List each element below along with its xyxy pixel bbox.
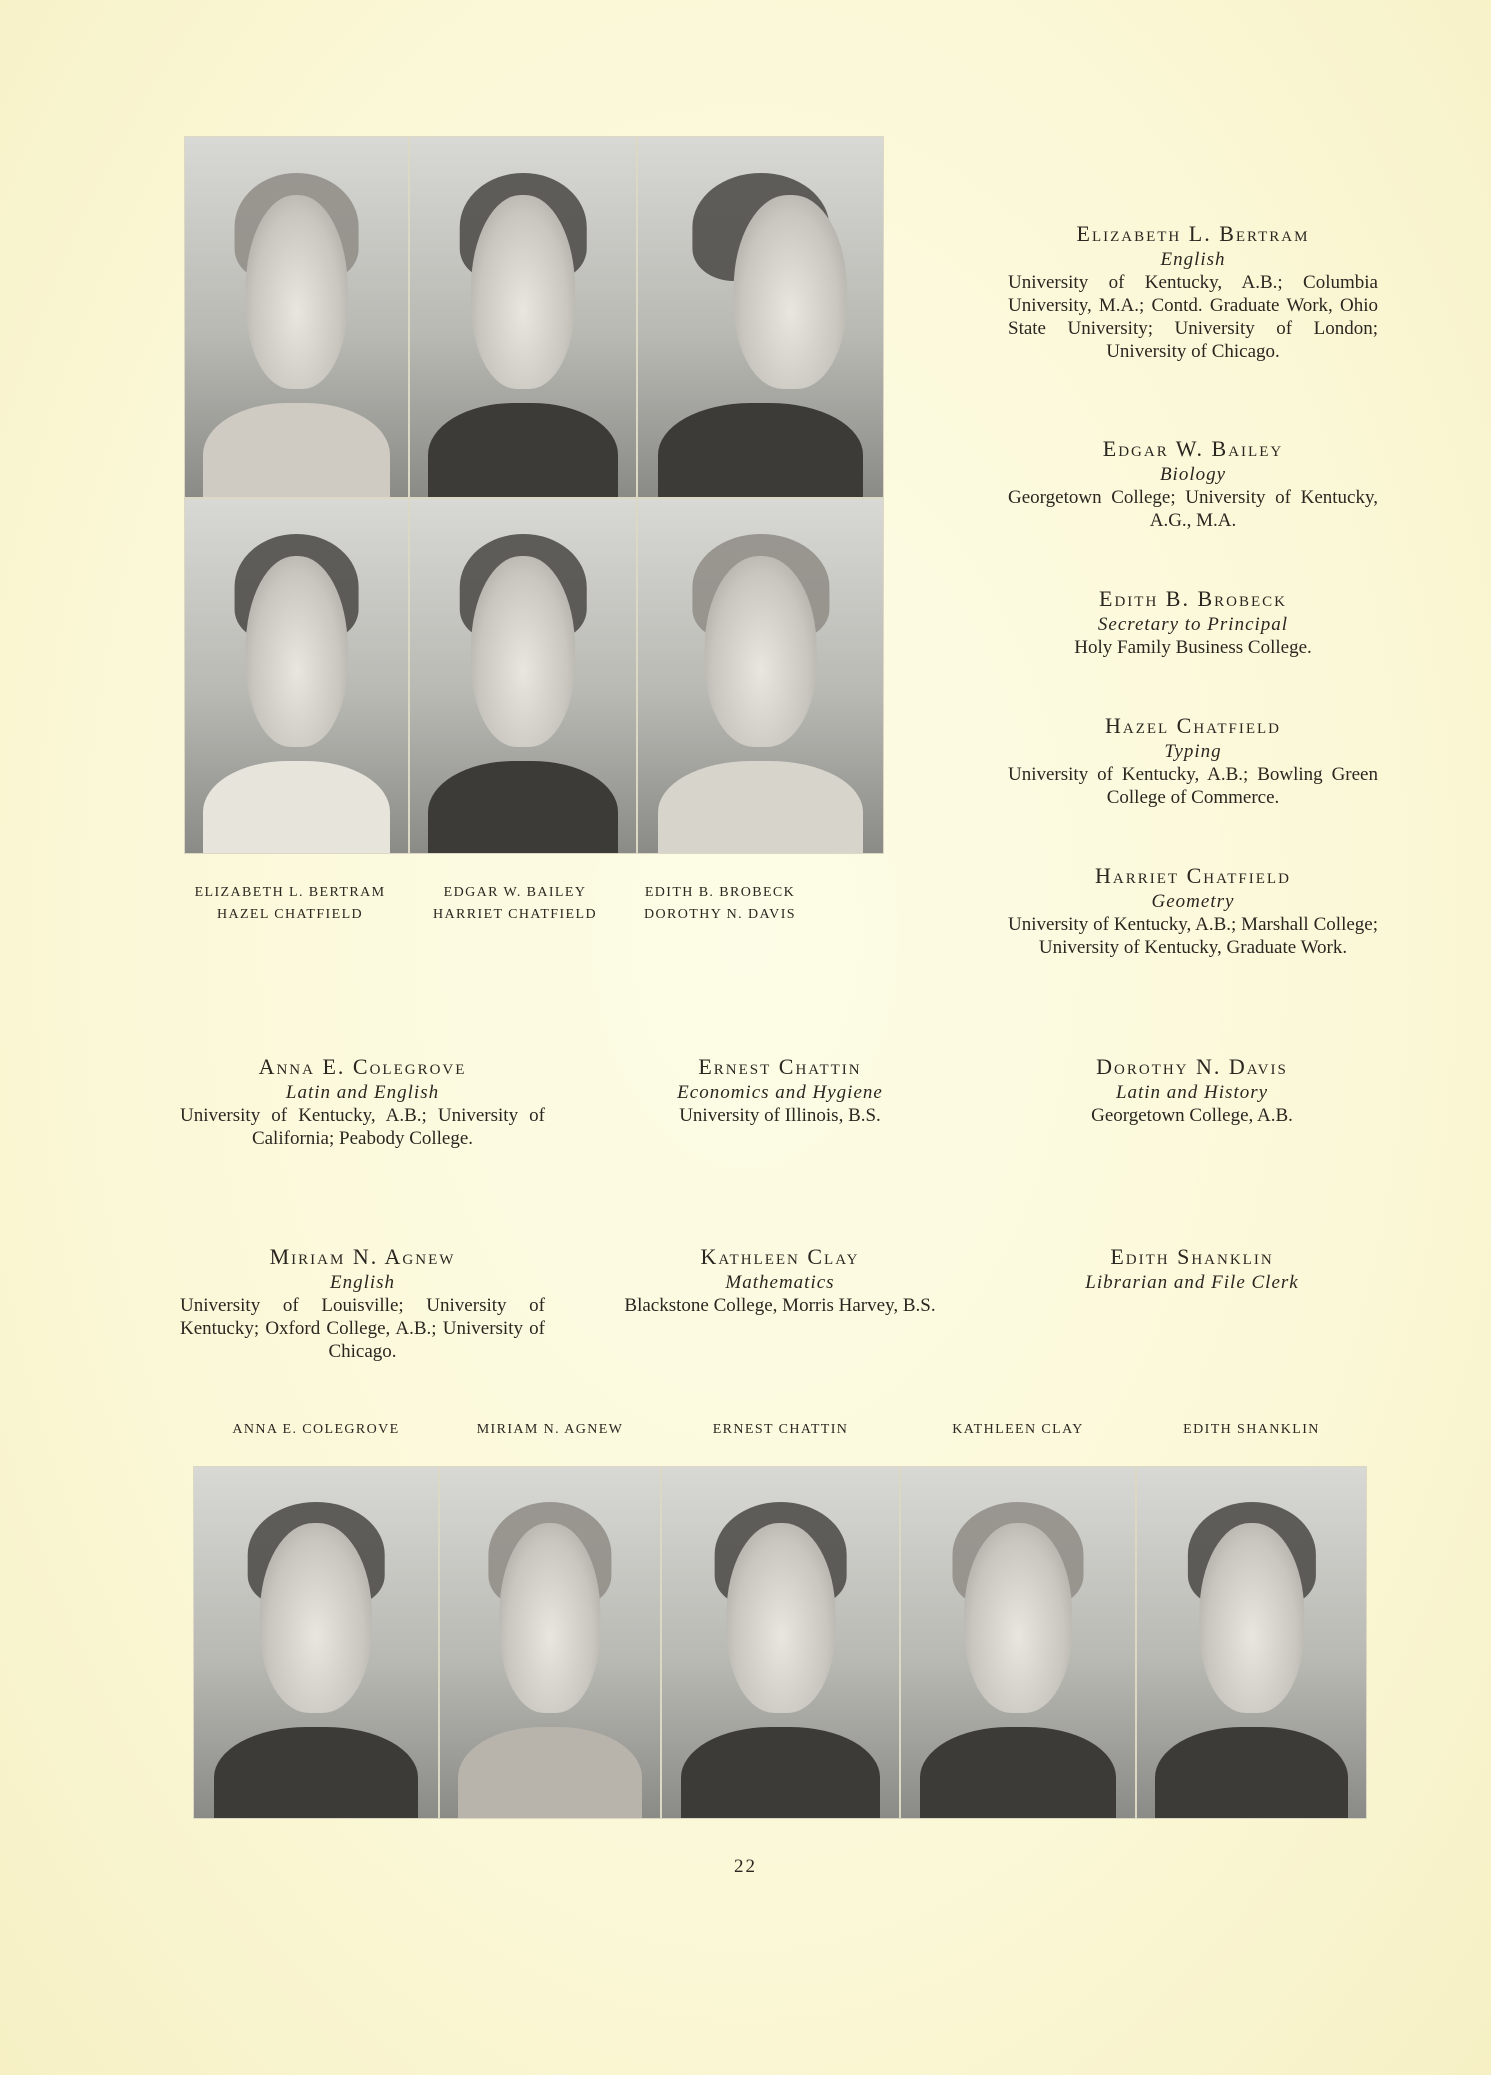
photo-caption: ELIZABETH L. BERTRAM	[194, 885, 386, 900]
portrait-photo-bertram	[184, 136, 409, 498]
bio-name: Elizabeth L. Bertram	[1076, 221, 1310, 246]
bio-education: Blackstone College, Morris Harvey, B.S.	[624, 1295, 936, 1316]
portrait-photo-shanklin	[1136, 1466, 1367, 1819]
bio-clay	[595, 1245, 965, 1317]
photo-caption: EDITH SHANKLIN	[1183, 1422, 1320, 1437]
bio-education: Georgetown College, A.B.	[1091, 1105, 1293, 1126]
bio-name: Kathleen Clay	[700, 1244, 860, 1269]
bio-bailey	[1008, 437, 1378, 532]
bio-brobeck	[1008, 587, 1378, 659]
bio-name: Harriet Chatfield	[1095, 863, 1291, 888]
bio-harriet-chatfield	[1008, 864, 1378, 959]
bio-agnew	[180, 1245, 545, 1363]
bio-subject: English	[1160, 249, 1226, 270]
photo-caption: EDITH B. BROBECK	[644, 885, 796, 900]
bio-subject: Librarian and File Clerk	[1085, 1272, 1299, 1293]
page-number: 22	[734, 1856, 757, 1877]
bio-name: Anna E. Colegrove	[258, 1054, 467, 1079]
bio-subject: Latin and English	[285, 1082, 440, 1103]
bio-education: University of Kentucky, A.B.; Columbia University, M.A.; Contd. Graduate Work, Ohio State University; University of London; University of Chicago.	[1008, 272, 1378, 362]
bio-education: University of Illinois, B.S.	[679, 1105, 881, 1126]
bio-name: Edgar W. Bailey	[1102, 436, 1284, 461]
portrait-photo-colegrove	[193, 1466, 439, 1819]
bottom-photo-captions	[193, 1422, 1367, 1438]
portrait-photo-chattin	[661, 1466, 900, 1819]
bio-subject: English	[329, 1272, 396, 1293]
photo-caption: ERNEST CHATTIN	[712, 1422, 849, 1437]
top-photo-captions	[170, 882, 796, 926]
bio-subject: Geometry	[1151, 891, 1235, 912]
bio-name: Hazel Chatfield	[1104, 713, 1282, 738]
portrait-photo-clay	[900, 1466, 1136, 1819]
photo-caption: EDGAR W. BAILEY	[443, 885, 587, 900]
bio-education: Holy Family Business College.	[1074, 637, 1312, 658]
bio-education: University of Kentucky, A.B.; Bowling Green College of Commerce.	[1008, 764, 1378, 808]
bio-name: Ernest Chattin	[698, 1054, 862, 1079]
portrait-photo-brobeck	[637, 136, 884, 498]
photo-caption: DOROTHY N. DAVIS	[644, 907, 796, 922]
bio-education: University of Kentucky, A.B.; University of California; Peabody College.	[180, 1105, 545, 1149]
portrait-photo-bailey	[409, 136, 637, 498]
bio-subject: Economics and Hygiene	[677, 1082, 883, 1103]
bio-shanklin	[1012, 1245, 1372, 1294]
portrait-photo-agnew	[439, 1466, 661, 1819]
bio-subject: Secretary to Principal	[1097, 614, 1289, 635]
photo-caption: HARRIET CHATFIELD	[433, 907, 597, 922]
bio-name: Edith B. Brobeck	[1099, 586, 1287, 611]
portrait-photo-hazel-chatfield	[184, 498, 409, 854]
bio-colegrove	[180, 1055, 545, 1150]
bio-subject: Biology	[1159, 464, 1227, 485]
bio-subject: Mathematics	[725, 1272, 835, 1293]
photo-caption: MIRIAM N. AGNEW	[476, 1422, 624, 1437]
photo-caption: HAZEL CHATFIELD	[216, 907, 364, 922]
bio-chattin	[595, 1055, 965, 1127]
bio-name: Miriam N. Agnew	[269, 1244, 456, 1269]
top-photo-grid	[184, 136, 884, 854]
photo-caption: ANNA E. COLEGROVE	[232, 1422, 400, 1437]
bio-hazel-chatfield	[1008, 714, 1378, 809]
bio-davis	[1012, 1055, 1372, 1127]
portrait-photo-davis	[637, 498, 884, 854]
bio-education: University of Kentucky, A.B.; Marshall College; University of Kentucky, Graduate Work.	[1008, 914, 1378, 958]
bio-education: Georgetown College; University of Kentucky, A.G., M.A.	[1008, 487, 1378, 531]
photo-caption: KATHLEEN CLAY	[952, 1422, 1084, 1437]
portrait-photo-harriet-chatfield	[409, 498, 637, 854]
bottom-photo-grid	[193, 1466, 1367, 1819]
bio-name: Dorothy N. Davis	[1096, 1054, 1288, 1079]
bio-education: University of Louisville; University of Kentucky; Oxford College, A.B.; University of Chicago.	[180, 1295, 545, 1362]
bio-subject: Typing	[1164, 741, 1222, 762]
bio-bertram	[1008, 222, 1378, 363]
bio-name: Edith Shanklin	[1110, 1244, 1274, 1269]
bio-subject: Latin and History	[1115, 1082, 1269, 1103]
